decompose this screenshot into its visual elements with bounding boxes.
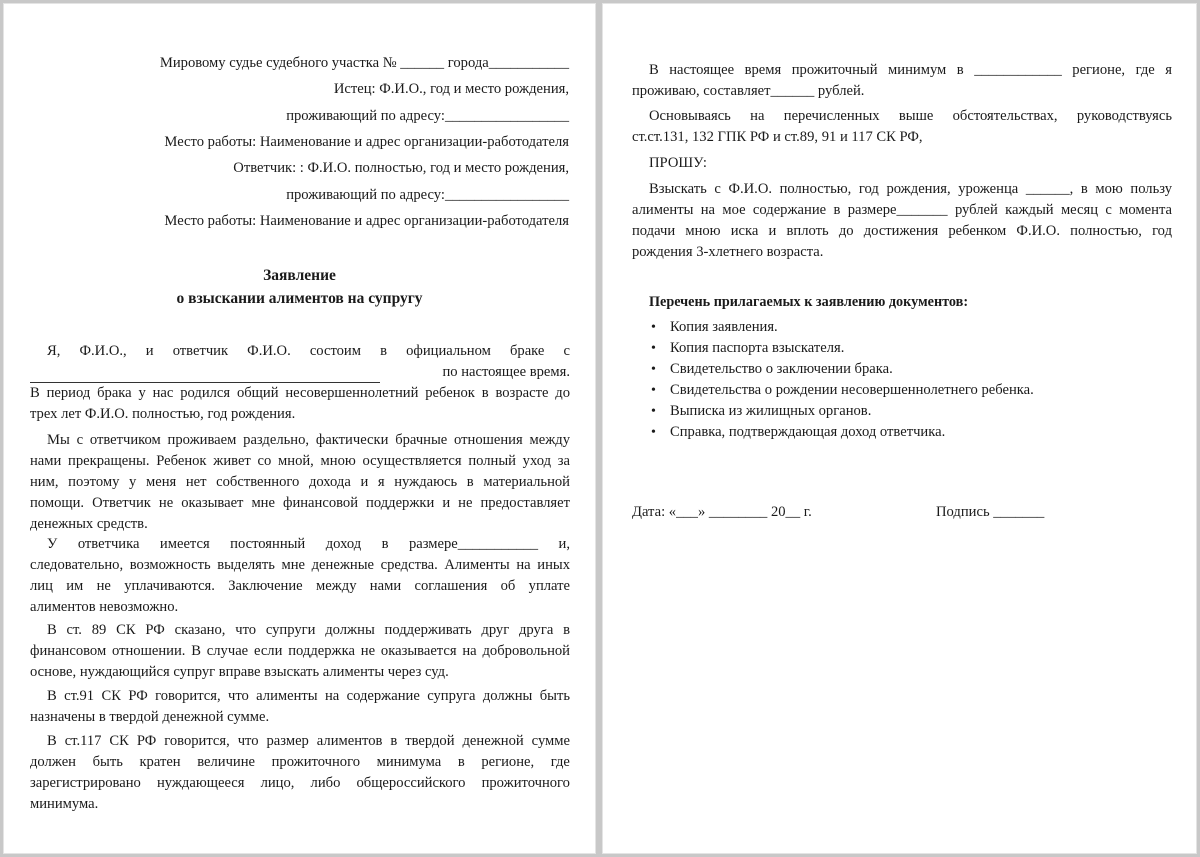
word: лицо,	[260, 775, 295, 791]
line: финансовом отношении. В случае если поддержка не оказывается на добровольной	[30, 643, 570, 659]
defendant-work-line: Место работы: Наименование и адрес организации-работодателя	[164, 213, 569, 229]
word: Я,	[47, 343, 61, 359]
line: В ст.117 СК РФ говорится, что размер алиментов в твердой денежной сумме	[47, 733, 570, 749]
line: проживаю, составляет______ рублей.	[632, 83, 865, 99]
bullet-icon: •	[651, 404, 656, 419]
word: Основываясь	[649, 108, 731, 124]
word: либо	[310, 775, 341, 791]
line: Мы с ответчиком проживаем раздельно, фактически брачные отношения между	[47, 432, 570, 448]
word: я	[1165, 62, 1172, 78]
split-line	[632, 106, 1172, 127]
list-item	[648, 380, 1034, 401]
line: ПРОШУ:	[649, 155, 707, 171]
list-item	[648, 317, 1034, 338]
word: время	[744, 62, 782, 78]
word: величине	[197, 754, 256, 770]
signature-line: Подпись _______	[936, 504, 1045, 520]
document-page-1	[3, 3, 596, 854]
line: назначены в твердой денежной сумме.	[30, 709, 270, 725]
paragraph-article-91	[30, 686, 570, 728]
word: ____________	[974, 62, 1062, 78]
paragraph-marriage	[30, 341, 570, 425]
list-item-text: Копия заявления.	[670, 319, 778, 335]
date-line: Дата: «___» ________ 20__ г.	[632, 504, 812, 520]
list-item-text: Справка, подтверждающая доход ответчика.	[670, 424, 946, 440]
word: прожиточный	[791, 62, 878, 78]
word: перечисленных	[783, 108, 880, 124]
attachments-heading: Перечень прилагаемых к заявлению документов:	[649, 294, 969, 310]
word: прожиточного	[481, 775, 570, 791]
word: в	[956, 62, 964, 78]
line: подачи мною иска и вплоть до достижения ребенком Ф.И.О. полностью, год	[632, 223, 1172, 239]
word: на	[750, 108, 765, 124]
word: регионе,	[481, 754, 535, 770]
word: руководствуясь	[1076, 108, 1172, 124]
word: общероссийского	[356, 775, 466, 791]
split-line	[30, 773, 570, 794]
split-line	[632, 60, 1172, 81]
line: рождения 3-хлетнего возраста.	[632, 244, 824, 260]
document-subtitle: о взыскании алиментов на супругу	[176, 290, 423, 307]
word: выше	[898, 108, 934, 124]
word: кратен	[139, 754, 181, 770]
word: должен	[30, 754, 76, 770]
word: У	[47, 536, 58, 552]
addressee-line: Мировому судье судебного участка № ______ города___________	[159, 55, 569, 71]
paragraph-claim	[632, 179, 1172, 263]
line: минимума.	[30, 796, 99, 812]
list-item	[648, 338, 1034, 359]
list-item-text: Свидетельства о рождении несовершеннолетнего ребенка.	[670, 382, 1034, 398]
defendant-address-line: проживающий по адресу:_________________	[286, 187, 569, 203]
blank-field-date	[30, 368, 380, 383]
word: нуждающееся	[156, 775, 245, 791]
word: размере___________	[408, 536, 539, 552]
word: в	[380, 343, 387, 359]
word: постоянный	[230, 536, 306, 552]
word: с	[563, 343, 570, 359]
word: где	[550, 754, 570, 770]
attachments-list	[648, 317, 1034, 443]
list-item	[648, 401, 1034, 422]
document-title: Заявление	[263, 267, 336, 284]
word: минимума	[376, 754, 442, 770]
word: минимум	[888, 62, 947, 78]
bullet-icon: •	[651, 362, 656, 377]
word: прожиточного	[271, 754, 361, 770]
line: основе, нуждающийся супруг вправе взыскать алименты через суд.	[30, 664, 449, 680]
bullet-icon: •	[651, 425, 656, 440]
list-item-text: Свидетельство о заключении брака.	[670, 361, 893, 377]
word: обстоятельствах,	[952, 108, 1058, 124]
paragraph-article-89	[30, 620, 570, 683]
word: В	[649, 62, 659, 78]
word: ответчика	[77, 536, 140, 552]
plaintiff-line: Истец: Ф.И.О., год и место рождения,	[333, 81, 569, 97]
document-page-2	[602, 3, 1197, 854]
list-item-text: Копия паспорта взыскателя.	[670, 340, 845, 356]
bullet-icon: •	[651, 320, 656, 335]
word: регионе,	[1072, 62, 1126, 78]
line: алименты на мое содержание в размере_______ рублей каждый месяц с момента	[632, 202, 1172, 218]
line: помощи. Ответчик не оказывает мне финансовой поддержки и не предоставляет	[30, 495, 570, 511]
bullet-icon: •	[651, 383, 656, 398]
word: в	[457, 754, 465, 770]
word: имеется	[159, 536, 210, 552]
word: официальном	[406, 343, 491, 359]
line: В ст. 89 СК РФ сказано, что супруги должны поддерживать друг друга в	[47, 622, 570, 638]
line: ст.ст.131, 132 ГПК РФ и ст.89, 91 и 117 СК РФ,	[632, 129, 923, 145]
line: алиментов невозможно.	[30, 599, 179, 615]
word: и,	[558, 536, 570, 552]
word: быть	[92, 754, 123, 770]
plaintiff-address-line: проживающий по адресу:_________________	[286, 108, 569, 124]
word: Ф.И.О.	[247, 343, 291, 359]
line: ним, поэтому у меня нет собственного дохода и я нуждаюсь в материальной	[30, 474, 570, 490]
line: нами прекращены. Ребенок живет со мной, мною осуществляется полный уход за	[30, 453, 570, 469]
split-line	[30, 341, 570, 362]
word: доход	[325, 536, 362, 552]
line: лиц им не уплачиваются. Заключение между нами соглашения об уплате	[30, 578, 570, 594]
list-item	[648, 422, 1034, 443]
line: трех лет Ф.И.О. полностью, год рождения.	[30, 406, 296, 422]
word: настоящее	[669, 62, 735, 78]
split-line	[30, 752, 570, 773]
line-text: по настоящее время.	[442, 364, 570, 380]
request-heading	[632, 153, 1172, 174]
line: следовательно, возможность выделять мне денежные средства. Алименты на иных	[30, 557, 570, 573]
word: где	[1135, 62, 1155, 78]
line: Взыскать с Ф.И.О. полностью, год рождения, уроженца ______, в мою пользу	[649, 181, 1172, 197]
list-item	[648, 359, 1034, 380]
list-item-text: Выписка из жилищных органов.	[670, 403, 872, 419]
paragraph-article-117	[30, 731, 570, 815]
defendant-line: Ответчик: : Ф.И.О. полностью, год и место рождения,	[233, 160, 569, 176]
bullet-icon: •	[651, 341, 656, 356]
word: зарегистрировано	[30, 775, 141, 791]
paragraph-legal-basis	[632, 106, 1172, 148]
word: Ф.И.О.,	[79, 343, 127, 359]
line: В период брака у нас родился общий несовершеннолетний ребенок в возрасте до	[30, 385, 570, 401]
line	[30, 362, 570, 383]
split-line	[30, 534, 570, 555]
word: ответчик	[172, 343, 229, 359]
word: состоим	[309, 343, 361, 359]
paragraph-separate-living	[30, 430, 570, 535]
word: и	[145, 343, 154, 359]
plaintiff-work-line: Место работы: Наименование и адрес организации-работодателя	[164, 134, 569, 150]
line: В ст.91 СК РФ говорится, что алименты на содержание супруга должны быть	[47, 688, 570, 704]
word: в	[381, 536, 389, 552]
paragraph-subsistence-minimum	[632, 60, 1172, 102]
word: браке	[509, 343, 545, 359]
line: денежных средств.	[30, 516, 148, 532]
paragraph-income	[30, 534, 570, 618]
